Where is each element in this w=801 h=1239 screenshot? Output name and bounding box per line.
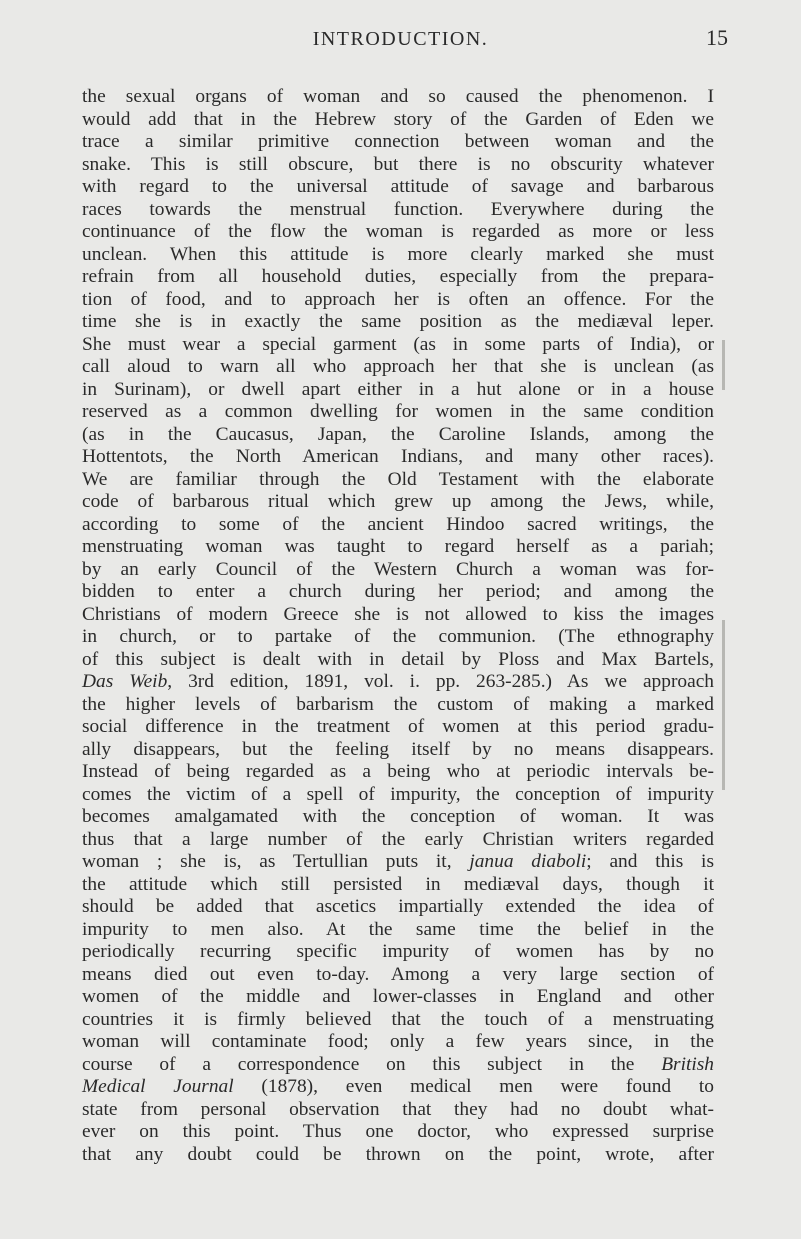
text-line: by an early Council of the Western Church a woman was for- [82,558,714,580]
text-line: in Surinam), or dwell apart either in a hut alone or in a house [82,378,714,400]
text-line: menstruating woman was taught to regard herself as a pariah; [82,536,714,557]
page-number: 15 [706,25,728,50]
text-line: call aloud to warn all who approach her that she is unclean (as [82,356,714,377]
text-line: the sexual organs of woman and so caused the phenomenon. I [82,86,714,107]
text-line: We are familiar through the Old Testament with the elaborate [82,468,714,490]
text-line: ally disappears, but the feeling itself by no means disappears. [82,738,714,760]
body-text [82,86,714,1166]
text-line: code of barbarous ritual which grew up among the Jews, while, [82,491,714,512]
text-line: Instead of being regarded as a being who at periodic intervals be- [82,761,714,782]
text-line: races towards the menstrual function. Everywhere during the [82,198,714,220]
text-line: reserved as a common dwelling for women in the same condition [82,401,714,422]
text-line: of this subject is dealt with in detail by Ploss and Max Bartels, [82,648,714,670]
text-line: in church, or to partake of the communion. (The ethnography [82,626,714,647]
text-line: continuance of the flow the woman is regarded as more or less [82,221,714,242]
text-line: countries it is firmly believed that the touch of a menstruating [82,1008,714,1030]
text-line: the attitude which still persisted in mediæval days, though it [82,873,714,895]
text-line: (as in the Caucasus, Japan, the Caroline Islands, among the [82,423,714,445]
page-header [0,25,801,56]
text-line: Christians of modern Greece she is not allowed to kiss the images [82,603,714,625]
text-line: refrain from all household duties, especially from the prepara- [82,266,714,287]
text-line: comes the victim of a spell of impurity, the conception of impurity [82,783,714,805]
text-line: tion of food, and to approach her is often an offence. For the [82,288,714,310]
text-line: would add that in the Hebrew story of the Garden of Eden we [82,108,714,130]
text-line: course of a correspondence on this subject in the British [82,1053,714,1075]
running-head: INTRODUCTION. [312,28,489,50]
text-line: according to some of the ancient Hindoo sacred writings, the [82,513,714,535]
text-line: time she is in exactly the same position as the mediæval leper. [82,311,714,332]
text-line: women of the middle and lower-classes in England and other [82,986,714,1007]
text-line: bidden to enter a church during her period; and among the [82,581,714,602]
text-line: Medical Journal (1878), even medical men were found to [82,1076,714,1097]
text-line: trace a similar primitive connection between woman and the [82,131,714,152]
text-line: ever on this point. Thus one doctor, who expressed surprise [82,1121,714,1142]
text-line: snake. This is still obscure, but there is no obscurity whatever [82,153,714,175]
margin-bracket [722,620,725,790]
text-line: should be added that ascetics impartially extended the idea of [82,896,714,917]
text-line: woman ; she is, as Tertullian puts it, janua diaboli; and this is [82,851,714,872]
text-line: She must wear a special garment (as in some parts of India), or [82,333,714,355]
text-line: Hottentots, the North American Indians, and many other races). [82,446,714,467]
text-line: means died out even to-day. Among a very large section of [82,963,714,985]
text-line: that any doubt could be thrown on the point, wrote, after [82,1143,714,1165]
text-line: thus that a large number of the early Christian writers regarded [82,828,714,850]
text-line: the higher levels of barbarism the custom of making a marked [82,693,714,715]
margin-bracket [722,340,725,390]
text-line: impurity to men also. At the same time the belief in the [82,918,714,940]
text-line: periodically recurring specific impurity of women has by no [82,941,714,962]
text-line: social difference in the treatment of women at this period gradu- [82,716,714,737]
text-line: state from personal observation that they had no doubt what- [82,1098,714,1120]
text-line: unclean. When this attitude is more clearly marked she must [82,243,714,265]
text-line: woman will contaminate food; only a few years since, in the [82,1031,714,1052]
text-line: becomes amalgamated with the conception of woman. It was [82,806,714,827]
text-line: Das Weib, 3rd edition, 1891, vol. i. pp. 263-285.) As we approach [82,671,714,692]
margin-bleed-marks [722,340,792,790]
text-line: with regard to the universal attitude of savage and barbarous [82,176,714,197]
